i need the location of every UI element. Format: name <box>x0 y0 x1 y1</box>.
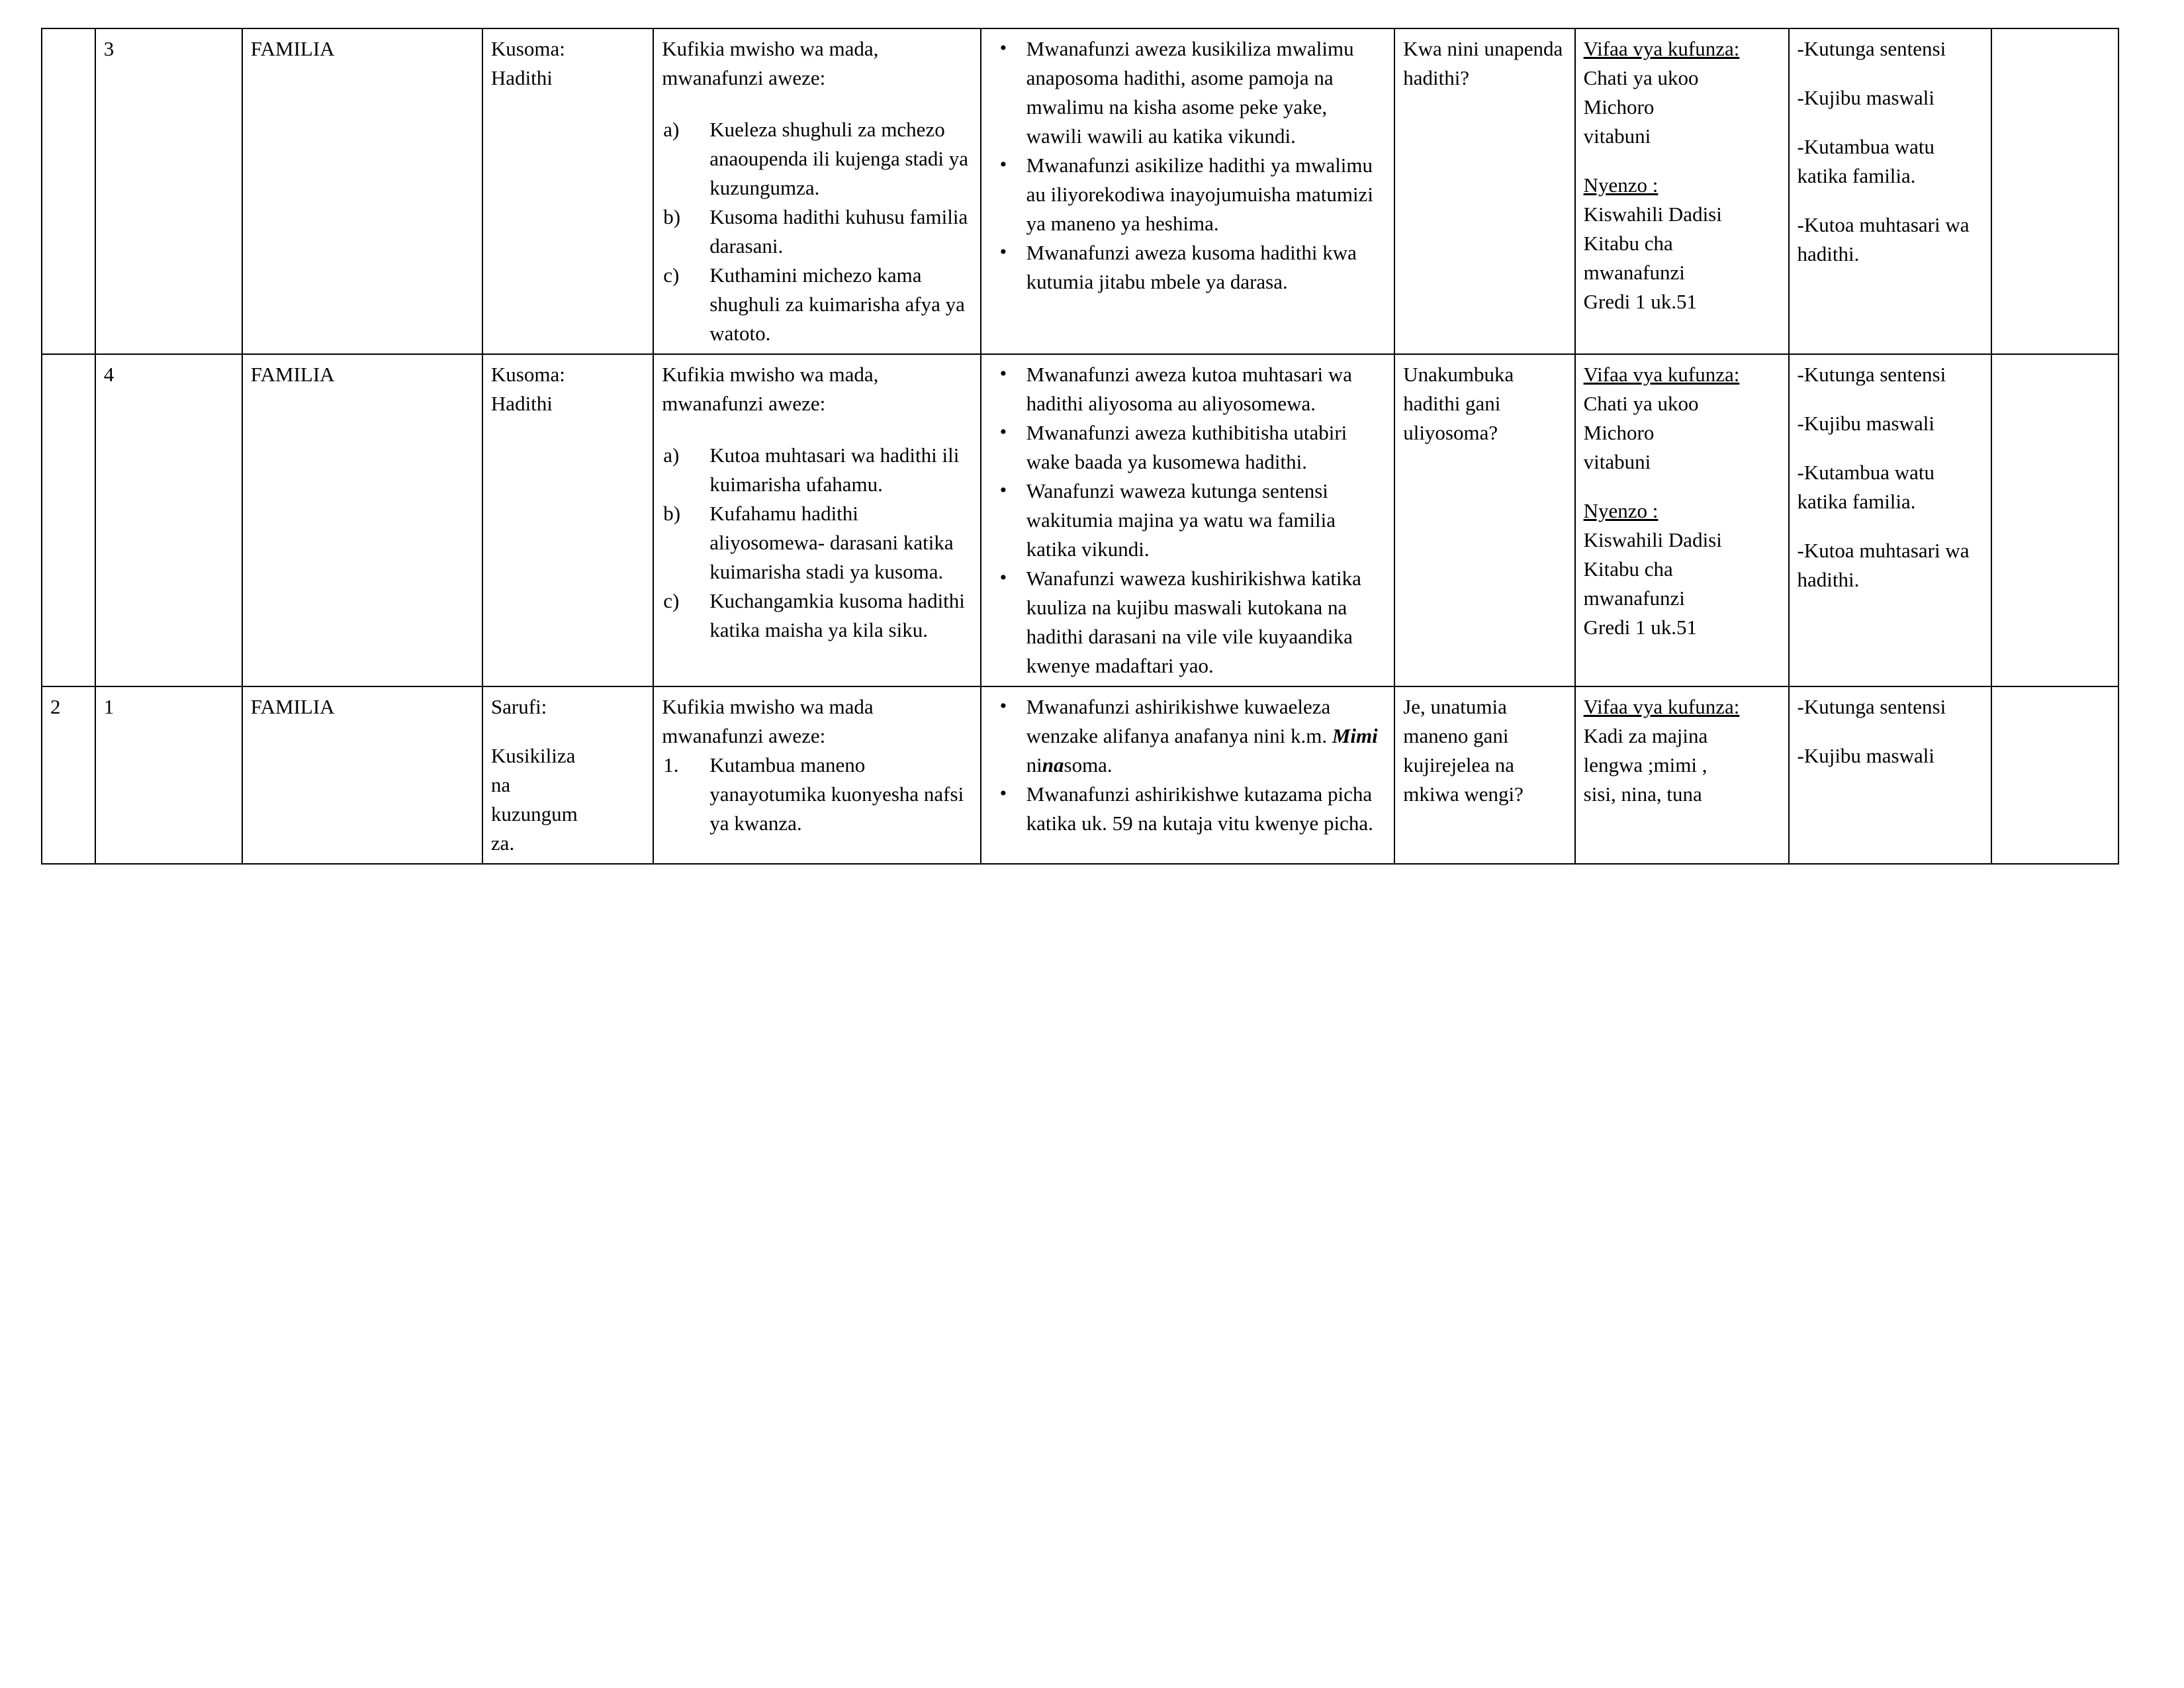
cell-week <box>42 28 95 354</box>
cell-resources <box>1575 686 1789 864</box>
substrand-line: kuzungum <box>490 802 578 826</box>
assessment-item: -Kutoa muhtasari wa hadithi. <box>1797 213 1970 266</box>
resource-line: Michoro <box>1583 95 1655 119</box>
substrand-line: na <box>490 773 511 797</box>
resource-line: Chati ya ukoo <box>1583 66 1699 90</box>
experience-emphasis-mimi: Mimi <box>1332 724 1378 748</box>
resources-heading-materials: Nyenzo : <box>1583 499 1659 523</box>
experience-item: • Mwanafunzi ashirikishwe kutazama picha katika uk. 59 na kutaja vitu kwenye picha. <box>1023 780 1388 838</box>
experience-item: • Mwanafunzi aweza kutoa muhtasari wa hadithi aliyosoma au aliyosomewa. <box>1023 360 1388 418</box>
experience-emphasis-na: na <box>1042 753 1064 777</box>
experiences-list <box>989 360 1388 680</box>
cell-experiences <box>981 28 1395 354</box>
scheme-of-work-table <box>41 28 2119 865</box>
cell-assessment <box>1789 686 1992 864</box>
assessment-item: -Kutambua watu katika familia. <box>1797 461 1934 514</box>
cell-substrand <box>482 28 653 354</box>
cell-resources <box>1575 354 1789 686</box>
objectives-lead: Kufikia mwisho wa mada, mwanafunzi aweze: <box>662 363 879 416</box>
assessment-item: -Kujibu maswali <box>1797 744 1934 768</box>
experience-text-mid: ni <box>1026 753 1042 777</box>
objectives-lead: Kufikia mwisho wa mada mwanafunzi aweze: <box>662 695 874 748</box>
objective-item: Kutambua maneno yanayotumika kuonyesha nafsi ya kwanza. <box>709 753 964 835</box>
objectives-lead: Kufikia mwisho wa mada, mwanafunzi aweze: <box>662 37 879 90</box>
table-row <box>42 354 2118 686</box>
cell-lesson: 4 <box>95 354 242 686</box>
cell-assessment <box>1789 28 1992 354</box>
cell-objectives <box>653 686 980 864</box>
objective-item: Kusoma hadithi kuhusu familia darasani. <box>709 205 968 258</box>
substrand-line: Sarufi: <box>490 695 547 719</box>
experience-item: • Mwanafunzi aweza kusoma hadithi kwa kutumia jitabu mbele ya darasa. <box>1023 238 1388 297</box>
resources-heading-materials: Nyenzo : <box>1583 173 1659 197</box>
objective-item: Kuthamini michezo kama shughuli za kuimarisha afya ya watoto. <box>709 263 965 346</box>
substrand-line: Kusoma: <box>490 363 565 387</box>
substrand-line: za. <box>490 831 515 855</box>
objectives-list <box>662 115 973 348</box>
cell-question: Kwa nini unapenda hadithi? <box>1394 28 1574 354</box>
table-row <box>42 28 2118 354</box>
resource-line: Chati ya ukoo <box>1583 392 1699 416</box>
cell-question: Je, unatumia maneno gani kujirejelea na mkiwa wengi? <box>1394 686 1574 864</box>
assessment-item: -Kujibu maswali <box>1797 86 1934 110</box>
experience-item: • Wanafunzi waweza kutunga sentensi wakitumia majina ya watu wa familia katika vikundi. <box>1023 477 1388 564</box>
cell-theme: FAMILIA <box>242 686 482 864</box>
resource-line: Michoro <box>1583 421 1655 445</box>
cell-lesson: 3 <box>95 28 242 354</box>
experiences-list <box>989 34 1388 297</box>
cell-week: 2 <box>42 686 95 864</box>
objective-item: Kuchangamkia kusoma hadithi katika maisha ya kila siku. <box>709 589 965 642</box>
resources-heading-teaching-aids: Vifaa vya kufunza: <box>1583 363 1740 387</box>
resource-line: Kadi za majina <box>1583 724 1708 748</box>
assessment-item: -Kutoa muhtasari wa hadithi. <box>1797 539 1970 592</box>
table-row <box>42 686 2118 864</box>
resources-heading-teaching-aids: Vifaa vya kufunza: <box>1583 695 1740 719</box>
objectives-list <box>662 751 973 838</box>
resource-line: sisi, nina, tuna <box>1583 782 1702 806</box>
assessment-item: -Kutambua watu katika familia. <box>1797 135 1934 188</box>
cell-question: Unakumbuka hadithi gani uliyosoma? <box>1394 354 1574 686</box>
resource-line: Gredi 1 uk.51 <box>1583 290 1697 314</box>
cell-assessment <box>1789 354 1992 686</box>
objectives-list <box>662 441 973 645</box>
resource-line: vitabuni <box>1583 450 1651 474</box>
substrand-line: Hadithi <box>490 66 553 90</box>
resource-line: Gredi 1 uk.51 <box>1583 616 1697 639</box>
resource-line: mwanafunzi <box>1583 586 1685 610</box>
experience-item <box>1023 692 1388 780</box>
cell-experiences <box>981 686 1395 864</box>
cell-objectives <box>653 28 980 354</box>
substrand-line: Hadithi <box>490 392 553 416</box>
assessment-item: -Kutunga sentensi <box>1797 363 1946 387</box>
experiences-list <box>989 692 1388 838</box>
experience-text-pre: Mwanafunzi ashirikishwe kuwaeleza wenzake alifanya anafanya nini k.m. <box>1026 695 1332 748</box>
experience-text-post: soma. <box>1064 753 1113 777</box>
experience-item: • Mwanafunzi aweza kuthibitisha utabiri wake baada ya kusomewa hadithi. <box>1023 418 1388 477</box>
experience-item: • Mwanafunzi asikilize hadithi ya mwalimu au iliyorekodiwa inayojumuisha matumizi ya maneno ya heshima. <box>1023 151 1388 238</box>
cell-theme: FAMILIA <box>242 28 482 354</box>
objective-item: Kueleza shughuli za mchezo anaoupenda ili kujenga stadi ya kuzungumza. <box>709 118 969 200</box>
resource-line: Kiswahili Dadisi <box>1583 528 1722 552</box>
resource-line: vitabuni <box>1583 124 1651 148</box>
cell-reflection <box>1991 28 2118 354</box>
resource-line: Kiswahili Dadisi <box>1583 203 1722 226</box>
experience-item: • Mwanafunzi aweza kusikiliza mwalimu anaposoma hadithi, asome pamoja na mwalimu na kisha asome peke yake, wawili wawili au katika vikundi. <box>1023 34 1388 151</box>
resource-line: lengwa ;mimi , <box>1583 753 1707 777</box>
substrand-line: Kusikiliza <box>490 744 576 768</box>
experience-item: • Wanafunzi waweza kushirikishwa katika kuuliza na kujibu maswali kutokana na hadithi darasani na vile vile kuyaandika kwenye madaftari yao. <box>1023 564 1388 680</box>
cell-reflection <box>1991 354 2118 686</box>
assessment-item: -Kujibu maswali <box>1797 412 1934 436</box>
resource-line: Kitabu cha <box>1583 232 1673 256</box>
cell-theme: FAMILIA <box>242 354 482 686</box>
cell-substrand <box>482 354 653 686</box>
cell-reflection <box>1991 686 2118 864</box>
cell-resources <box>1575 28 1789 354</box>
assessment-item: -Kutunga sentensi <box>1797 695 1946 719</box>
cell-experiences <box>981 354 1395 686</box>
resources-heading-teaching-aids: Vifaa vya kufunza: <box>1583 37 1740 60</box>
substrand-line: Kusoma: <box>490 37 565 60</box>
objective-item: Kutoa muhtasari wa hadithi ili kuimarisha ufahamu. <box>709 444 960 496</box>
cell-objectives <box>653 354 980 686</box>
cell-substrand <box>482 686 653 864</box>
cell-week <box>42 354 95 686</box>
assessment-item: -Kutunga sentensi <box>1797 37 1946 60</box>
resource-line: Kitabu cha <box>1583 557 1673 581</box>
objective-item: Kufahamu hadithi aliyosomewa- darasani katika kuimarisha stadi ya kusoma. <box>709 502 954 584</box>
resource-line: mwanafunzi <box>1583 261 1685 285</box>
cell-lesson: 1 <box>95 686 242 864</box>
